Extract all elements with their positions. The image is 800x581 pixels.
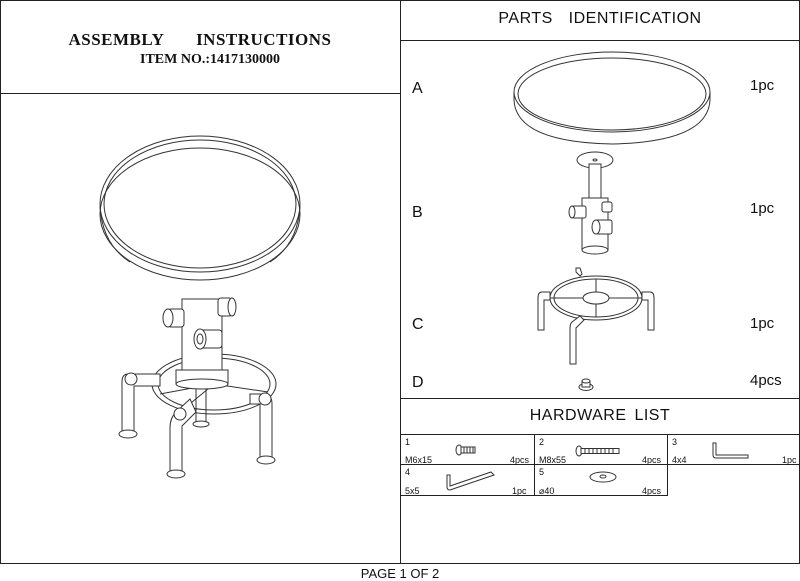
washer-icon (588, 470, 618, 484)
hw-num-5: 5 (539, 467, 545, 477)
hw-num-1: 1 (405, 437, 411, 447)
short-bolt-icon (455, 444, 477, 456)
allen-key-icon (444, 471, 496, 491)
round-table-top-icon (512, 52, 712, 152)
hw-size-5: ⌀40 (539, 486, 555, 496)
hw-num-2: 2 (539, 437, 545, 447)
document-title: ASSEMBLY INSTRUCTIONS (68, 30, 332, 49)
part-qty-a: 1pc (750, 77, 775, 94)
long-bolt-icon (575, 445, 621, 457)
hw-size-3: 4x4 (672, 455, 687, 465)
hw-qty-2: 4pcs (642, 455, 662, 465)
hw-size-2: M8x55 (539, 455, 567, 465)
hw-row-divider (400, 464, 800, 465)
hw-qty-3: 1pc (782, 455, 797, 465)
center-divider (400, 0, 401, 564)
hw-col-divider-2 (667, 434, 668, 496)
hw-col-divider-1 (534, 434, 535, 496)
parts-section-title: PARTS IDENTIFICATION (498, 10, 702, 27)
hardware-header-divider (400, 434, 800, 435)
part-letter-c: C (412, 316, 424, 333)
part-letter-d: D (412, 374, 424, 391)
hydrant-pedestal-icon (562, 150, 632, 260)
hw-num-3: 3 (672, 437, 678, 447)
hw-qty-1: 4pcs (510, 455, 530, 465)
hardware-section-title: HARDWARE LIST (529, 407, 671, 424)
hw-size-4: 5x5 (405, 486, 420, 496)
hw-qty-4: 1pc (512, 486, 527, 496)
part-letter-b: B (412, 204, 423, 221)
hw-qty-5: 4pcs (642, 486, 662, 496)
part-qty-b: 1pc (750, 200, 775, 217)
part-letter-a: A (412, 80, 423, 97)
leg-base-ring-icon (536, 268, 656, 368)
item-number: ITEM NO.:1417130000 (140, 52, 280, 67)
part-qty-c: 1pc (750, 315, 775, 332)
hw-num-4: 4 (405, 467, 411, 477)
assembled-table-illustration (0, 94, 400, 564)
part-qty-d: 4pcs (750, 372, 782, 389)
foot-cap-icon (576, 378, 596, 392)
allen-key-icon (710, 441, 750, 461)
hw-size-1: M6x15 (405, 455, 433, 465)
hardware-top-divider (400, 398, 800, 399)
parts-header-divider (400, 40, 800, 41)
page-number: PAGE 1 OF 2 (360, 566, 440, 581)
